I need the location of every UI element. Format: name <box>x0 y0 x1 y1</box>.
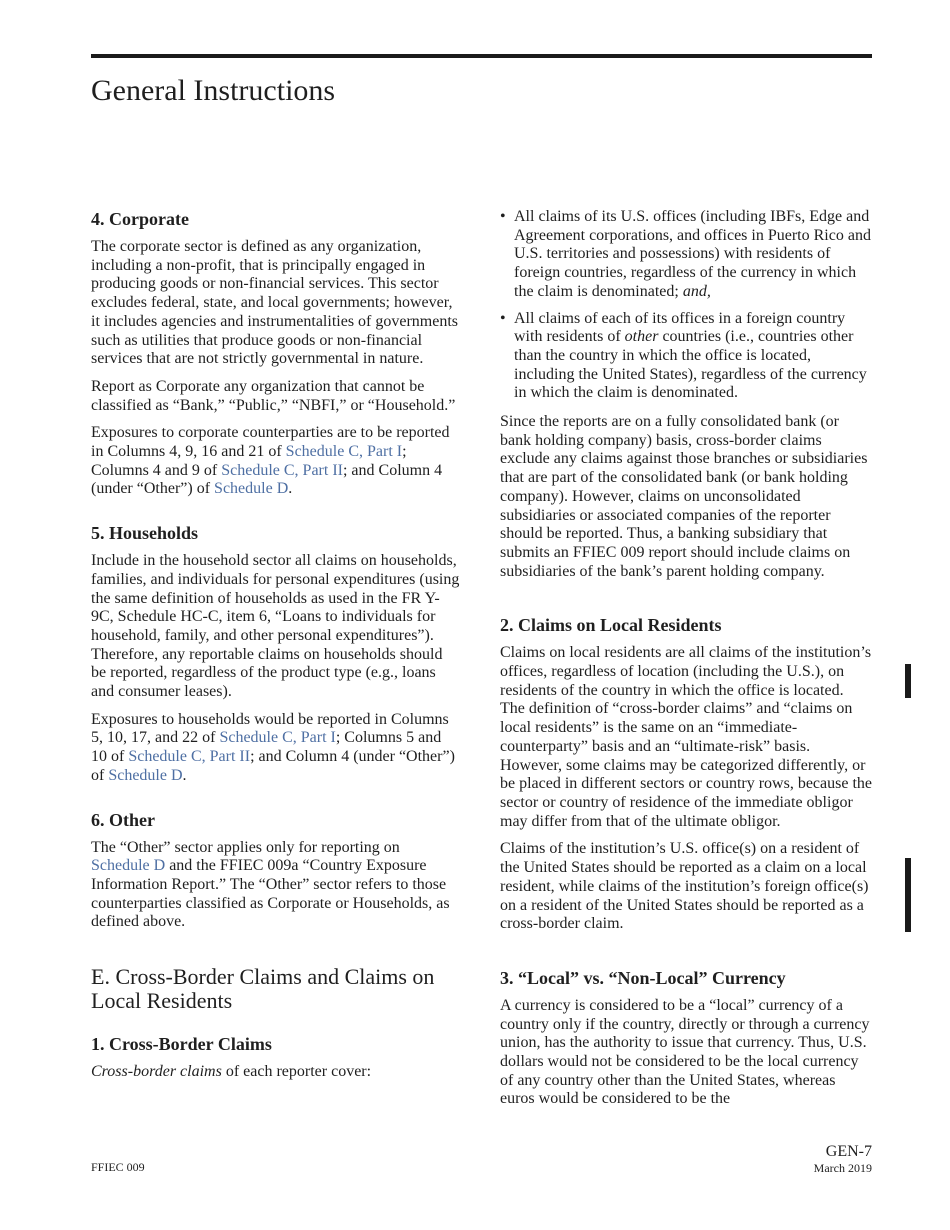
text-span: All claims of its U.S. offices (including IBFs, Edge and Agreement corporations, and offices in Puerto Rico and U.S. territories and possessions) with residents of foreign countries, regardless of the currency in which the claim is denominated; <box>514 208 871 300</box>
cross-border-bullets <box>500 208 872 403</box>
change-bar <box>905 664 911 698</box>
top-rule <box>91 54 872 58</box>
revision-date: March 2019 <box>813 1161 872 1175</box>
heading-cross-border-claims: 1. Cross-Border Claims <box>91 1034 272 1055</box>
bullet-foreign-offices <box>500 310 872 404</box>
text-span: ; Columns 5 and 10 of <box>91 729 442 766</box>
link-schedule-c-part-i[interactable]: Schedule C, Part I <box>219 729 336 747</box>
text-span: . <box>182 766 187 784</box>
text-span: Exposures to corporate counterparties are to be reported in Columns 4, 9, 16 and 21 of <box>91 424 450 461</box>
link-schedule-d[interactable]: Schedule D <box>214 480 289 498</box>
households-paragraph-2 <box>91 711 461 786</box>
local-residents-paragraph-2: Claims of the institution’s U.S. office(s) on a resident of the United States should be reported as a claim on a local resident, while claims of the institution’s foreign office(s) on a resident of the United States should be reported as a cross-border claim. <box>500 840 869 933</box>
corporate-paragraph-2: Report as Corporate any organization that cannot be classified as “Bank,” “Public,” “NBFI,” or “Household.” <box>91 377 456 414</box>
page-title: General Instructions <box>91 74 336 107</box>
corporate-paragraph-3 <box>91 424 461 499</box>
heading-local-residents: 2. Claims on Local Residents <box>500 615 722 636</box>
emphasis-and: and, <box>682 282 711 300</box>
heading-households: 5. Households <box>91 523 199 544</box>
bullet-us-offices <box>500 208 872 302</box>
consolidated-paragraph: Since the reports are on a fully consolidated bank (or bank holding company) basis, cross-border claims exclude any claims against those branches or subsidiaries that are part of the consolidated bank (or bank holding company). However, claims on unconsolidated subsidiaries or associated companies of the reporter should be reported. Thus, a banking subsidiary that submits an FFIEC 009 report should include claims on subsidiaries of the bank’s parent holding company. <box>500 413 868 580</box>
households-paragraph-1: Include in the household sector all claims on households, families, and individuals for personal expenditures (using the same definition of households as used in the FR Y-9C, Schedule HC-C, item 6, “Loans to individuals for household, family, and other personal expenditures”). Therefore, any reportable claims on households should be reported, regardless of the product type (e.g., loans and consumer leases). <box>91 552 460 701</box>
text-span: All claims of each of its offices in a foreign country with residents of <box>514 309 846 346</box>
page-number: GEN-7 <box>825 1143 872 1160</box>
footer-page-info <box>814 1143 872 1175</box>
link-schedule-c-part-ii[interactable]: Schedule C, Part II <box>221 461 343 479</box>
cross-border-intro <box>91 1063 461 1082</box>
heading-section-e: E. Cross-Border Claims and Claims on Local Residents <box>91 964 435 1014</box>
right-column <box>500 208 872 1118</box>
heading-other: 6. Other <box>91 809 155 830</box>
text-span: The “Other” sector applies only for reporting on <box>91 838 400 856</box>
text-span: ; and Column 4 (under “Other”) of <box>91 748 455 784</box>
change-bar <box>905 858 911 932</box>
link-schedule-c-part-ii[interactable]: Schedule C, Part II <box>128 748 251 766</box>
emphasis-other: other <box>624 328 659 346</box>
left-column <box>91 208 461 1091</box>
currency-paragraph-1: A currency is considered to be a “local” currency of a country only if the country, directly or through a currency union, has the authority to issue that currency. Thus, U.S. dollars would not be considered to be the local currency of any country other than the United States, whereas euros would be considered to be the <box>500 996 870 1108</box>
heading-local-currency: 3. “Local” vs. “Non-Local” Currency <box>500 967 786 988</box>
text-span: countries (i.e., countries other than the country in which the office is located, including the United States), regardless of the currency in which the claim is denominated. <box>514 328 867 402</box>
text-span: and the FFIEC 009a “Country Exposure Information Report.” The “Other” sector refers to those counterparties classified as Corporate or Households, as defined above. <box>91 857 450 931</box>
link-schedule-c-part-i[interactable]: Schedule C, Part I <box>285 443 403 461</box>
footer-form-name: FFIEC 009 <box>91 1160 145 1174</box>
link-schedule-d[interactable]: Schedule D <box>108 766 183 784</box>
link-schedule-d[interactable]: Schedule D <box>91 857 166 875</box>
text-span: . <box>288 480 293 498</box>
other-paragraph-1 <box>91 839 461 933</box>
cross-border-term: Cross-border claims <box>91 1063 222 1081</box>
corporate-paragraph-1: The corporate sector is defined as any organization, including a non-profit, that is principally engaged in producing goods or non-financial services. This sector excludes federal, state, and local governments; however, it includes agencies and instrumentalities of governments such as utilities that produce goods or non-financial services that are not strictly governmental in nature. <box>91 238 459 368</box>
text-span: ; Columns 4 and 9 of <box>91 443 407 479</box>
local-residents-paragraph-1: Claims on local residents are all claims of the institution’s offices, regardless of location (including the U.S.), on residents of the country in which the office is located. The definition of “cross-border claims” and “claims on local residents” is the same on an “immediate-counterparty” basis and an “ultimate-risk” basis. However, some claims may be categorized differently, or be placed in different sectors or country rows, because the sector or country of residence of the immediate obligor may differ from that of the ultimate obligor. <box>500 644 873 830</box>
text-span: of each reporter cover: <box>221 1063 372 1081</box>
text-span: Exposures to households would be reported in Columns 5, 10, 17, and 22 of <box>91 710 449 747</box>
text-span: ; and Column 4 (under “Other”) of <box>91 461 443 498</box>
heading-corporate: 4. Corporate <box>91 209 189 229</box>
